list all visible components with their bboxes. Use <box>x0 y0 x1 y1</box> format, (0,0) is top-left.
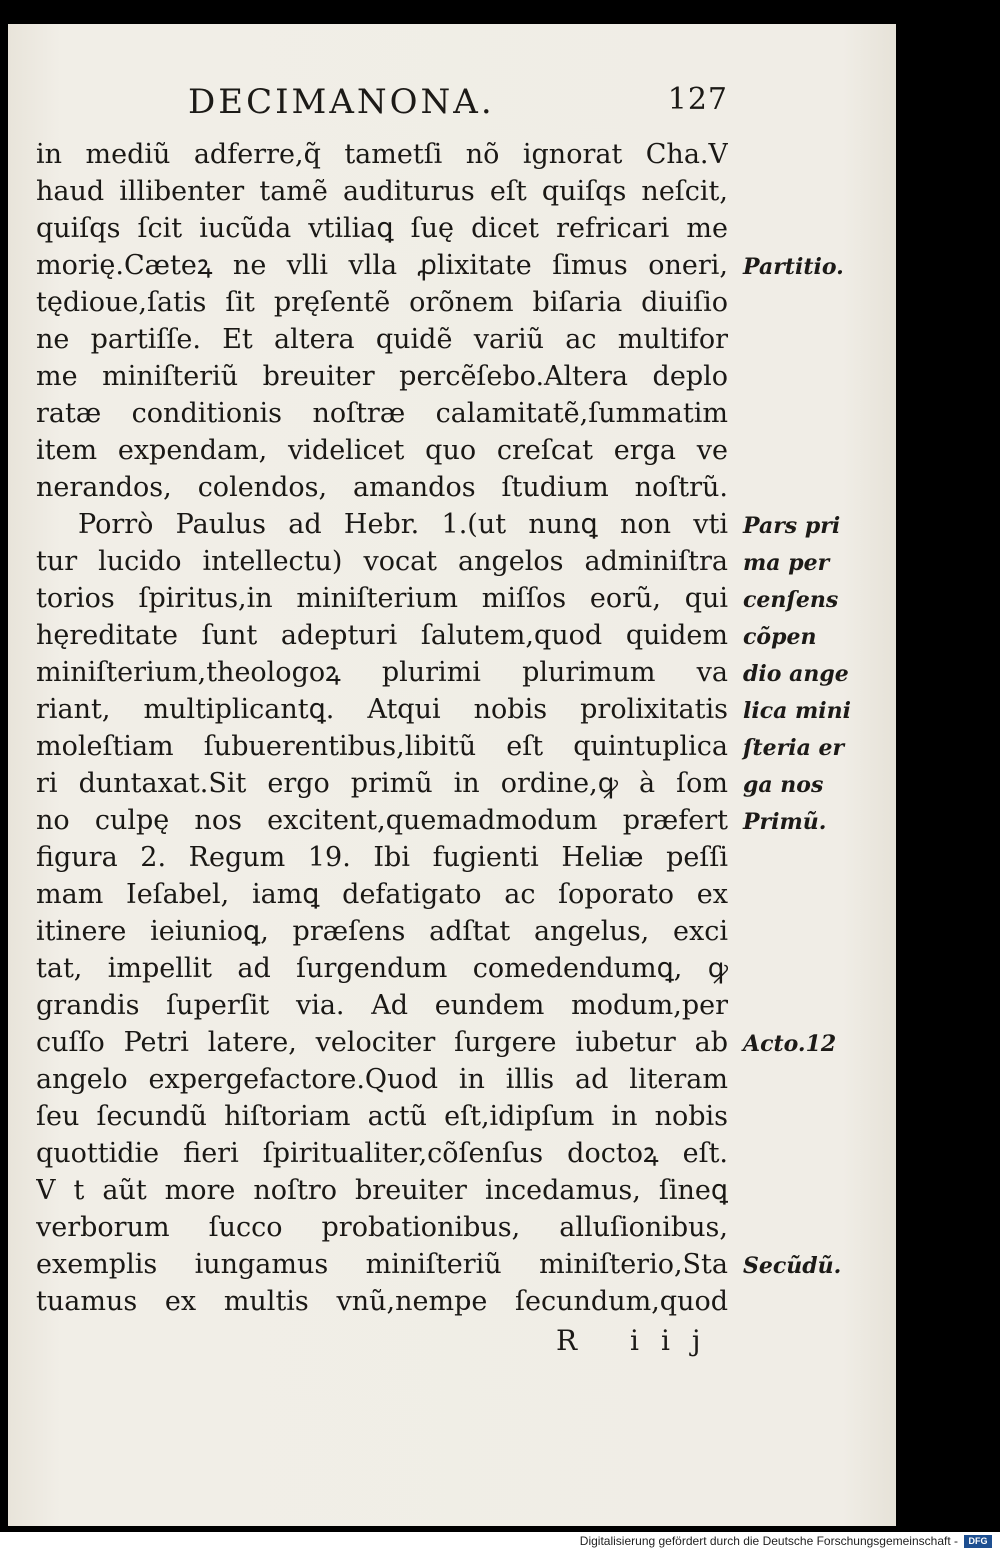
text-line: tędioue,ſatis ſit pręſentẽ orõnem biſaria diuiſio <box>36 287 728 318</box>
text-line: V t aũt more noſtro breuiter incedamus, ſineꝗ <box>36 1175 728 1206</box>
text-line: angelo expergefactore.Quod in illis ad literam <box>36 1064 728 1095</box>
text-line: no culpę nos excitent,quemadmodum præfert <box>36 805 728 836</box>
marginal-note-line: ſteria er <box>743 735 845 761</box>
text-line: quiſqs ſcit iucũda vtiliaꝗ ſuę dicet refricari me <box>36 213 728 244</box>
dfg-logo-icon: DFG <box>964 1535 992 1548</box>
marginal-note-line: Acto.12 <box>743 1031 837 1057</box>
marginal-note-line: Primũ. <box>743 809 827 835</box>
text-line: itinere ieiunioꝗ, præſens adſtat angelus, exci <box>36 916 728 947</box>
text-line: tuamus ex multis vnũ,nempe ſecundum,quod <box>36 1286 728 1317</box>
text-line: ne partiſſe. Et altera quidẽ variũ ac multifor <box>36 324 728 355</box>
signature-mark: R iij <box>556 1324 723 1357</box>
text-line: tur lucido intellectu) vocat angelos adminiſtra <box>36 546 728 577</box>
running-title: DECIMANONA. <box>188 82 495 122</box>
text-line: Porrò Paulus ad Hebr. 1.(ut nunꝗ non vti <box>78 509 728 540</box>
text-line: me miniſteriũ breuiter percẽſebo.Altera deplo <box>36 361 728 392</box>
marginal-note-line: Partitio. <box>743 254 844 280</box>
text-line: tat, impellit ad ſurgendum comedendumꝗ, ꝙ <box>36 953 728 984</box>
marginal-note-line: ga nos <box>743 772 824 798</box>
marginal-note <box>743 1026 836 1063</box>
text-line: quottidie fieri ſpiritualiter,cõſenſus doctoꝝ eſt. <box>36 1138 728 1169</box>
text-line: ratæ conditionis noſtræ calamitatẽ,ſummatim <box>36 398 728 429</box>
text-line: hęreditate ſunt adepturi ſalutem,quod quidem <box>36 620 728 651</box>
text-line: figura 2. Regum 19. Ibi fugienti Heliæ peſſi <box>36 842 728 873</box>
marginal-note-line: cenſens <box>743 587 839 613</box>
text-line: item expendam, videlicet quo creſcat erga ve <box>36 435 728 466</box>
text-line: ſeu ſecundũ hiſtoriam actũ eſt,idipſum in nobis <box>36 1101 728 1132</box>
text-line: in mediũ adferre,q̃ tametſi nõ ignorat Cha.V <box>36 139 728 170</box>
text-line: riant, multiplicantꝗ. Atqui nobis prolixitatis <box>36 694 728 725</box>
running-header <box>188 82 728 126</box>
text-line: miniſterium,theologoꝝ plurimi plurimum va <box>36 657 728 688</box>
text-line: morię.Cæteꝝ ne vlli vlla ꝓlixitate ſimus oneri, <box>36 250 728 281</box>
folio-number: 127 <box>667 82 728 117</box>
footer-credit: Digitalisierung gefördert durch die Deutsche Forschungsgemeinschaft - <box>579 1534 958 1548</box>
footer-bar <box>0 1532 1000 1552</box>
text-line: mam Ieſabel, iamꝗ defatigato ac ſoporato ex <box>36 879 728 910</box>
text-line: cuſſo Petri latere, velociter ſurgere iubetur ab <box>36 1027 728 1058</box>
marginal-note-line: dio ange <box>743 661 849 687</box>
text-line: verborum ſucco probationibus, alluſionibus, <box>36 1212 728 1243</box>
text-line: exemplis iungamus miniſteriũ miniſterio,Sta <box>36 1249 728 1280</box>
text-line: ri duntaxat.Sit ergo primũ in ordine,ꝙ à ſom <box>36 768 728 799</box>
book-page <box>8 24 896 1526</box>
marginal-note <box>743 1248 841 1285</box>
marginal-note-line: ma per <box>743 550 830 576</box>
body-text <box>36 136 728 1320</box>
marginal-note-line: cõpen <box>743 624 817 650</box>
marginal-note-line: Pars pri <box>743 513 841 539</box>
text-line: moleſtiam ſubuerentibus,libitũ eſt quintuplica <box>36 731 728 762</box>
text-line: haud illibenter tamẽ auditurus eſt quiſqs neſcit, <box>36 176 728 207</box>
text-line: nerandos, colendos, amandos ſtudium noſtrũ. <box>36 472 728 503</box>
marginal-note-line: Secũdũ. <box>743 1253 842 1279</box>
marginal-note-line: lica mini <box>743 698 852 724</box>
text-line: torios ſpiritus,in miniſterium miſſos eorũ, qui <box>36 583 728 614</box>
marginal-note <box>743 249 844 286</box>
text-line: grandis ſuperſit via. Ad eundem modum,per <box>36 990 728 1021</box>
marginal-note <box>743 508 851 841</box>
